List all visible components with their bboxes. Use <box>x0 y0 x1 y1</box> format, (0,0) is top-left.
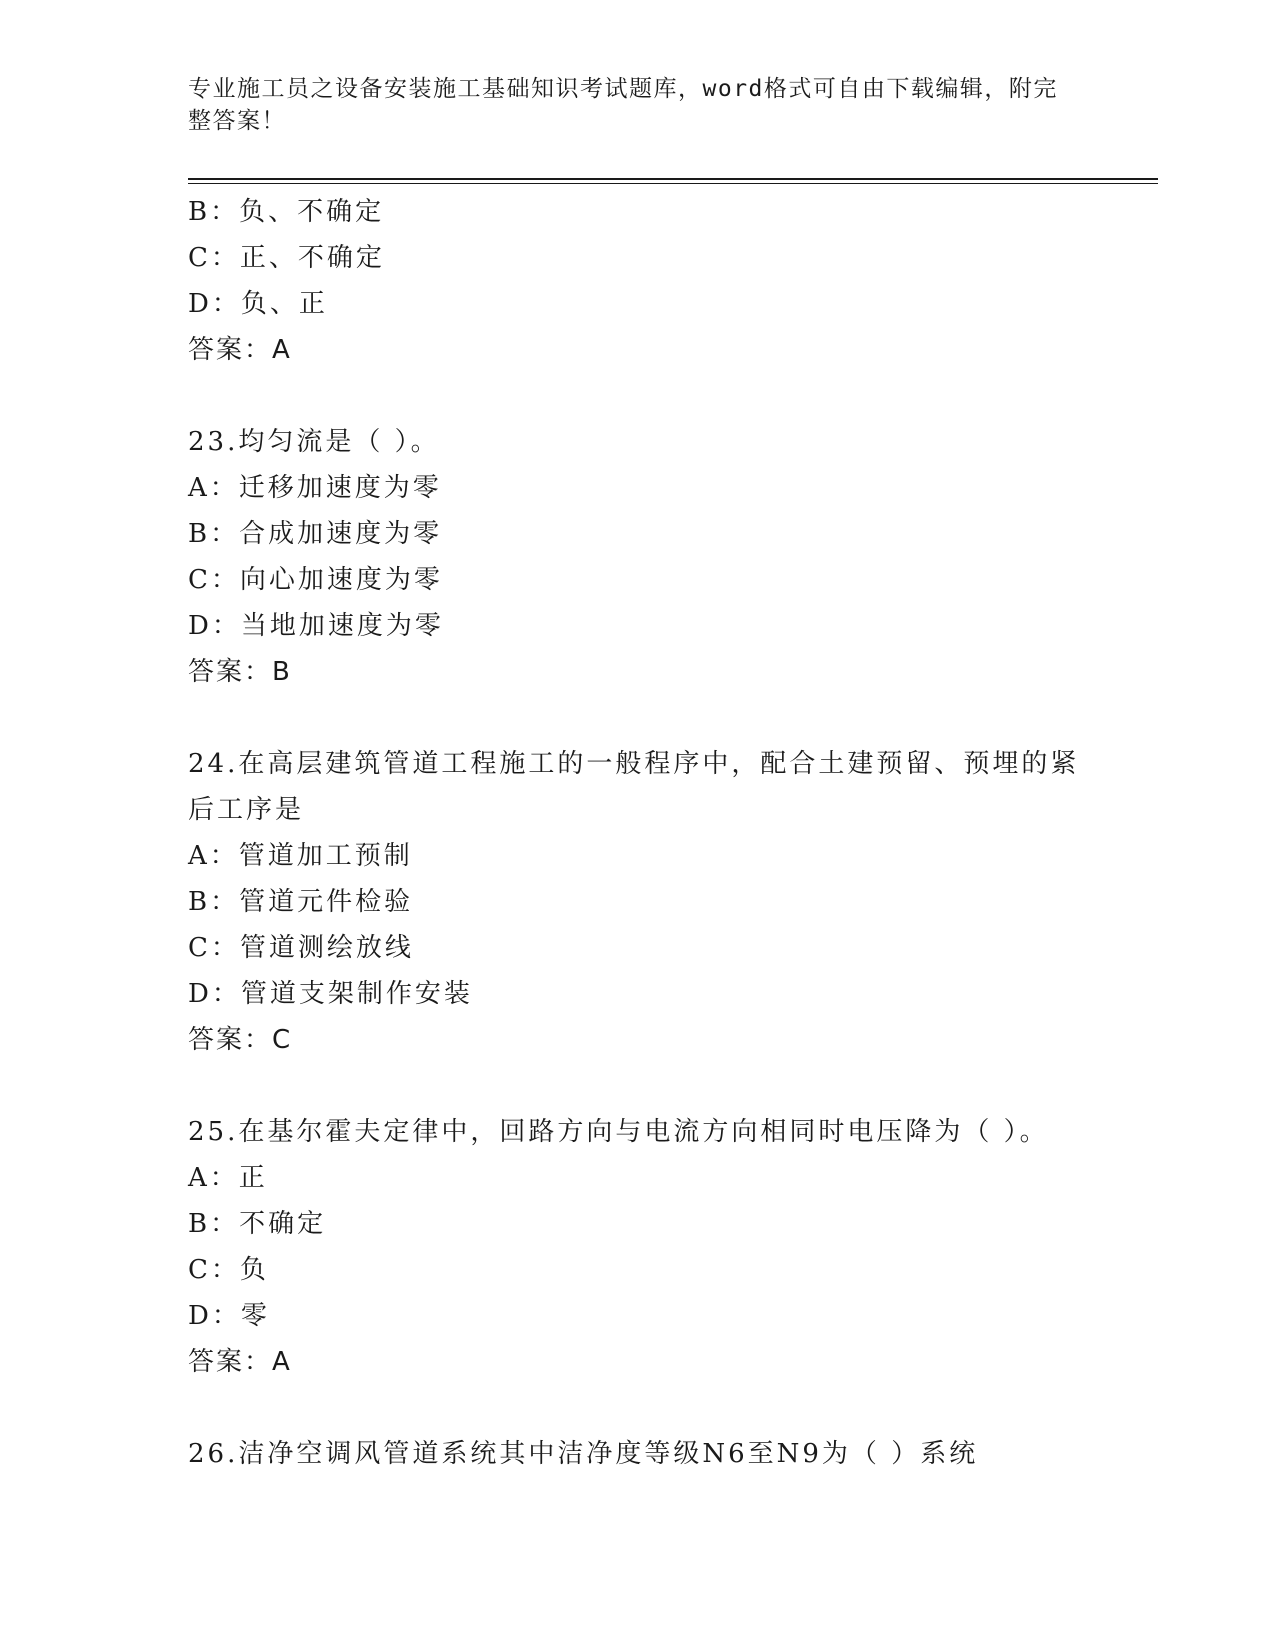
option-c: C：负 <box>188 1255 269 1285</box>
option-d: D：管道支架制作安装 <box>188 979 473 1009</box>
question-24-stem-line-2: 后工序是 <box>188 795 305 825</box>
option-a: A：管道加工预制 <box>188 841 413 871</box>
question-content <box>188 189 1088 1477</box>
question-26-stem: 26.洁净空调风管道系统其中洁净度等级N6至N9为（ ）系统 <box>188 1439 979 1469</box>
header-divider-thin <box>188 183 1158 184</box>
question-25-stem: 25.在基尔霍夫定律中，回路方向与电流方向相同时电压降为（ ）。 <box>188 1117 1049 1147</box>
answer-22: 答案：A <box>188 335 292 365</box>
option-d: D：当地加速度为零 <box>188 611 444 641</box>
option-c: C：管道测绘放线 <box>188 933 414 963</box>
option-a: A：迁移加速度为零 <box>188 473 442 503</box>
option-c: C：正、不确定 <box>188 243 385 273</box>
answer-23: 答案：B <box>188 657 292 687</box>
answer-24: 答案：C <box>188 1025 293 1055</box>
question-23 <box>188 419 1088 695</box>
question-22-tail <box>188 189 1088 373</box>
option-a: A：正 <box>188 1163 268 1193</box>
option-d: D：零 <box>188 1301 270 1331</box>
header-line-1: 专业施工员之设备安装施工基础知识考试题库，word格式可自由下载编辑，附完 <box>188 76 1058 102</box>
option-b: B：合成加速度为零 <box>188 519 443 549</box>
answer-25: 答案：A <box>188 1347 292 1377</box>
question-24-stem-line-1: 24.在高层建筑管道工程施工的一般程序中，配合土建预留、预埋的紧 <box>188 749 1080 779</box>
header-divider-thick <box>188 178 1158 180</box>
question-26 <box>188 1431 1088 1477</box>
option-b: B：管道元件检验 <box>188 887 414 917</box>
page-header <box>188 73 1068 137</box>
question-23-stem: 23.均匀流是（ ）。 <box>188 427 440 457</box>
option-c: C：向心加速度为零 <box>188 565 443 595</box>
header-line-2: 整答案！ <box>188 108 286 134</box>
option-d: D：负、正 <box>188 289 328 319</box>
question-25 <box>188 1109 1088 1385</box>
question-24 <box>188 741 1088 1063</box>
option-b: B：负、不确定 <box>188 197 385 227</box>
option-b: B：不确定 <box>188 1209 327 1239</box>
